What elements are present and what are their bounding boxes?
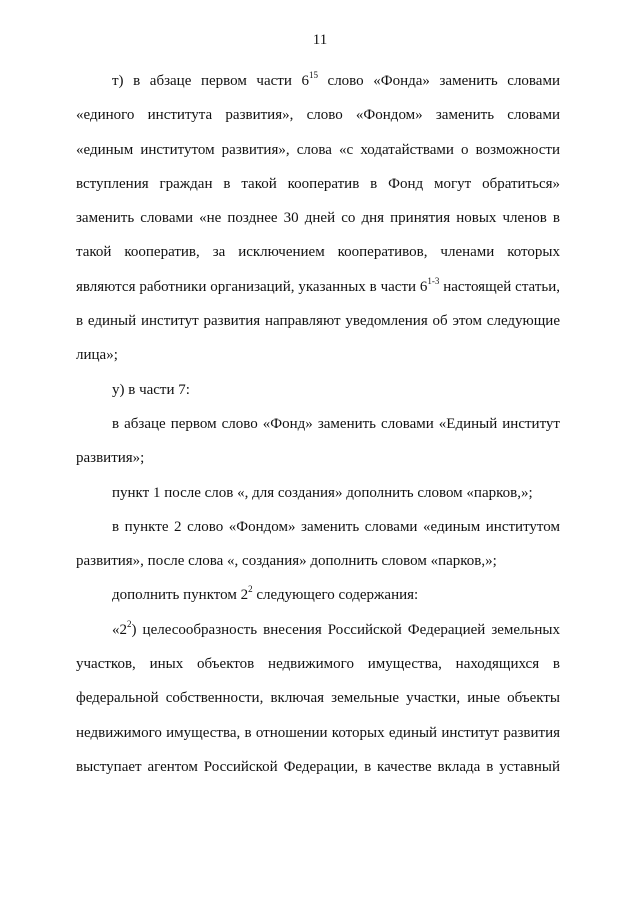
paragraph-t xyxy=(76,64,560,373)
document-body xyxy=(76,64,560,784)
paragraph-punkt-2: в пункте 2 слово «Фондом» заменить словами «единым институтом развития», после слова «, создания» дополнить словом «парков,»; xyxy=(76,518,560,570)
paragraph-u: у) в части 7: xyxy=(112,381,190,398)
paragraph-text: слово «Фонда» заменить словами «единого института развития», слово «Фондом» заменить словами «единым институтом развития», слова «с ходатайствами о возможности вступления граждан в такой кооператив в Фонд могут обратиться» заменить словами «не позднее 30 дней со дня принятия новых членов в такой кооператив, за исключением кооперативов, членами которых являются работники организаций, указанных в части 6 xyxy=(76,73,560,295)
paragraph-first-abzats: в абзаце первом слово «Фонд» заменить словами «Единый институт развития»; xyxy=(76,415,560,467)
page-number: 11 xyxy=(312,32,328,48)
paragraph-text: «2 xyxy=(112,621,127,638)
superscript: 15 xyxy=(308,70,318,80)
paragraph-punkt-1: пункт 1 после слов «, для создания» дополнить словом «парков,»; xyxy=(112,484,533,501)
paragraph-text: т) в абзаце первом части 6 xyxy=(112,73,309,89)
superscript: 2 xyxy=(248,584,253,595)
superscript: 2 xyxy=(127,618,132,629)
paragraph-text: настоящей статьи, в единый институт развития направляют уведомления об этом следующие лица»; xyxy=(76,278,560,364)
paragraph-text: дополнить пунктом 2 xyxy=(112,587,249,604)
paragraph-punkt-2-2 xyxy=(76,613,560,784)
paragraph-text: следующего содержания: xyxy=(252,587,419,604)
superscript: 1-3 xyxy=(427,275,440,286)
paragraph-text: ) целесообразность внесения Российской Федерацией земельных участков, иных объектов недвижимого имущества, находящихся в федеральной собственности, включая земельные участки, иные объекты недвижимого имущества, в отношении которых единый институт развития выступает агентом Российской Федерации, в качестве вклада в уставный xyxy=(76,621,560,775)
paragraph-add-punkt xyxy=(76,578,560,612)
